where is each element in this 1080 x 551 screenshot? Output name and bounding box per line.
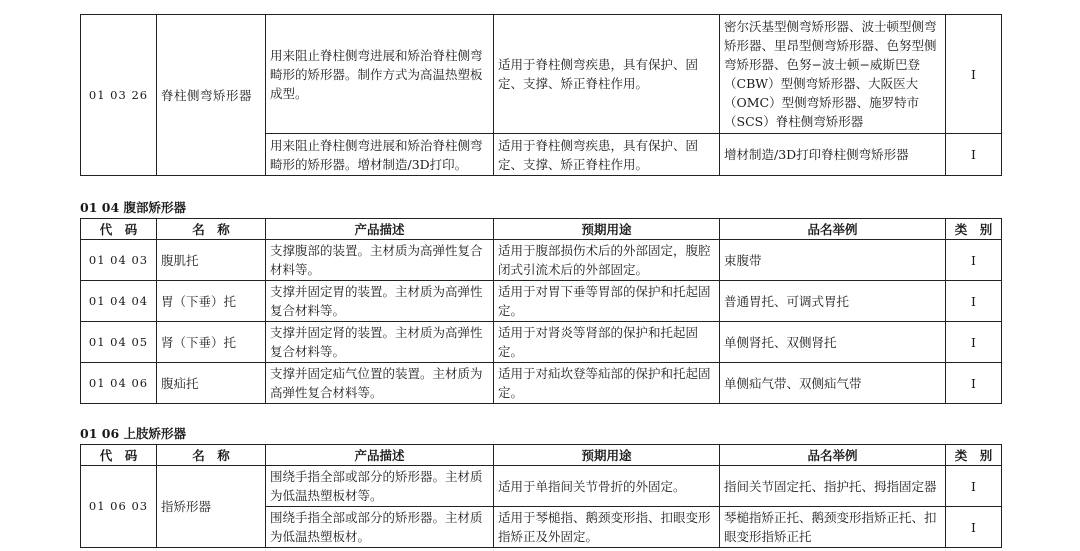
product-code: 01 03 26 [81, 15, 157, 176]
category: Ⅰ [946, 466, 1002, 507]
header-name: 名 称 [157, 219, 266, 240]
header-code: 代 码 [81, 445, 157, 466]
header-code: 代 码 [81, 219, 157, 240]
product-description: 围绕手指全部或部分的矫形器。主材质为低温热塑板材等。 [266, 466, 494, 507]
product-name: 指矫形器 [157, 466, 266, 548]
category: Ⅰ [946, 322, 1002, 363]
header-use: 预期用途 [494, 445, 720, 466]
table-0106 [80, 444, 1002, 548]
product-examples: 琴槌指矫正托、鹅颈变形指矫正托、扣眼变形指矫正托 [720, 507, 946, 548]
table-0103 [80, 14, 1002, 176]
intended-use: 适用于脊柱侧弯疾患，具有保护、固定、支撑、矫正脊柱作用。 [494, 15, 720, 134]
product-name: 肾（下垂）托 [157, 322, 266, 363]
product-description: 支撑并固定胃的装置。主材质为高弹性复合材料等。 [266, 281, 494, 322]
product-name: 胃（下垂）托 [157, 281, 266, 322]
header-name: 名 称 [157, 445, 266, 466]
product-examples: 密尔沃基型侧弯矫形器、波士顿型侧弯矫形器、里昂型侧弯矫形器、色努型侧弯矫形器、色努−波士顿−威斯巴登（CBW）型侧弯矫形器、大阪医大（OMC）型侧弯矫形器、施罗特市（SCS）脊柱侧弯矫形器 [720, 15, 946, 134]
product-code: 01 04 04 [81, 281, 157, 322]
product-description: 用来阻止脊柱侧弯进展和矫治脊柱侧弯畸形的矫形器。制作方式为高温热塑板成型。 [266, 15, 494, 134]
product-code: 01 04 03 [81, 240, 157, 281]
table-header-row [81, 219, 1002, 240]
category: Ⅰ [946, 240, 1002, 281]
intended-use: 适用于单指间关节骨折的外固定。 [494, 466, 720, 507]
product-examples: 指间关节固定托、指护托、拇指固定器 [720, 466, 946, 507]
product-code: 01 04 05 [81, 322, 157, 363]
product-examples: 单侧肾托、双侧肾托 [720, 322, 946, 363]
header-examples: 品名举例 [720, 219, 946, 240]
table-row [81, 240, 1002, 281]
category: Ⅰ [946, 363, 1002, 404]
product-examples: 束腹带 [720, 240, 946, 281]
intended-use: 适用于脊柱侧弯疾患，具有保护、固定、支撑、矫正脊柱作用。 [494, 134, 720, 176]
product-description: 支撑腹部的装置。主材质为高弹性复合材料等。 [266, 240, 494, 281]
product-code: 01 04 06 [81, 363, 157, 404]
table-row [81, 322, 1002, 363]
intended-use: 适用于腹部损伤术后的外部固定，腹腔闭式引流术后的外部固定。 [494, 240, 720, 281]
table-row [81, 466, 1002, 507]
product-name: 腹肌托 [157, 240, 266, 281]
product-name: 脊柱侧弯矫形器 [157, 15, 266, 176]
section-title-0104: 01 04 腹部矫形器 [80, 200, 186, 215]
table-row [81, 363, 1002, 404]
product-code: 01 06 03 [81, 466, 157, 548]
section-title-0106: 01 06 上肢矫形器 [80, 426, 186, 441]
intended-use: 适用于对肾炎等肾部的保护和托起固定。 [494, 322, 720, 363]
table-row [81, 281, 1002, 322]
category: Ⅰ [946, 507, 1002, 548]
product-description: 围绕手指全部或部分的矫形器。主材质为低温热塑板材。 [266, 507, 494, 548]
product-examples: 增材制造/3D打印脊柱侧弯矫形器 [720, 134, 946, 176]
category: Ⅰ [946, 15, 1002, 134]
category: Ⅰ [946, 134, 1002, 176]
header-use: 预期用途 [494, 219, 720, 240]
intended-use: 适用于对胃下垂等胃部的保护和托起固定。 [494, 281, 720, 322]
product-examples: 普通胃托、可调式胃托 [720, 281, 946, 322]
table-header-row [81, 445, 1002, 466]
table-row [81, 15, 1002, 134]
category: Ⅰ [946, 281, 1002, 322]
intended-use: 适用于对疝坎登等疝部的保护和托起固定。 [494, 363, 720, 404]
product-description: 支撑并固定肾的装置。主材质为高弹性复合材料等。 [266, 322, 494, 363]
product-examples: 单侧疝气带、双侧疝气带 [720, 363, 946, 404]
header-category: 类 别 [946, 219, 1002, 240]
header-description: 产品描述 [266, 445, 494, 466]
intended-use: 适用于琴槌指、鹅颈变形指、扣眼变形指矫正及外固定。 [494, 507, 720, 548]
product-name: 腹疝托 [157, 363, 266, 404]
product-description: 支撑并固定疝气位置的装置。主材质为高弹性复合材料等。 [266, 363, 494, 404]
header-category: 类 别 [946, 445, 1002, 466]
header-description: 产品描述 [266, 219, 494, 240]
product-description: 用来阻止脊柱侧弯进展和矫治脊柱侧弯畸形的矫形器。增材制造/3D打印。 [266, 134, 494, 176]
header-examples: 品名举例 [720, 445, 946, 466]
table-0104 [80, 218, 1002, 404]
